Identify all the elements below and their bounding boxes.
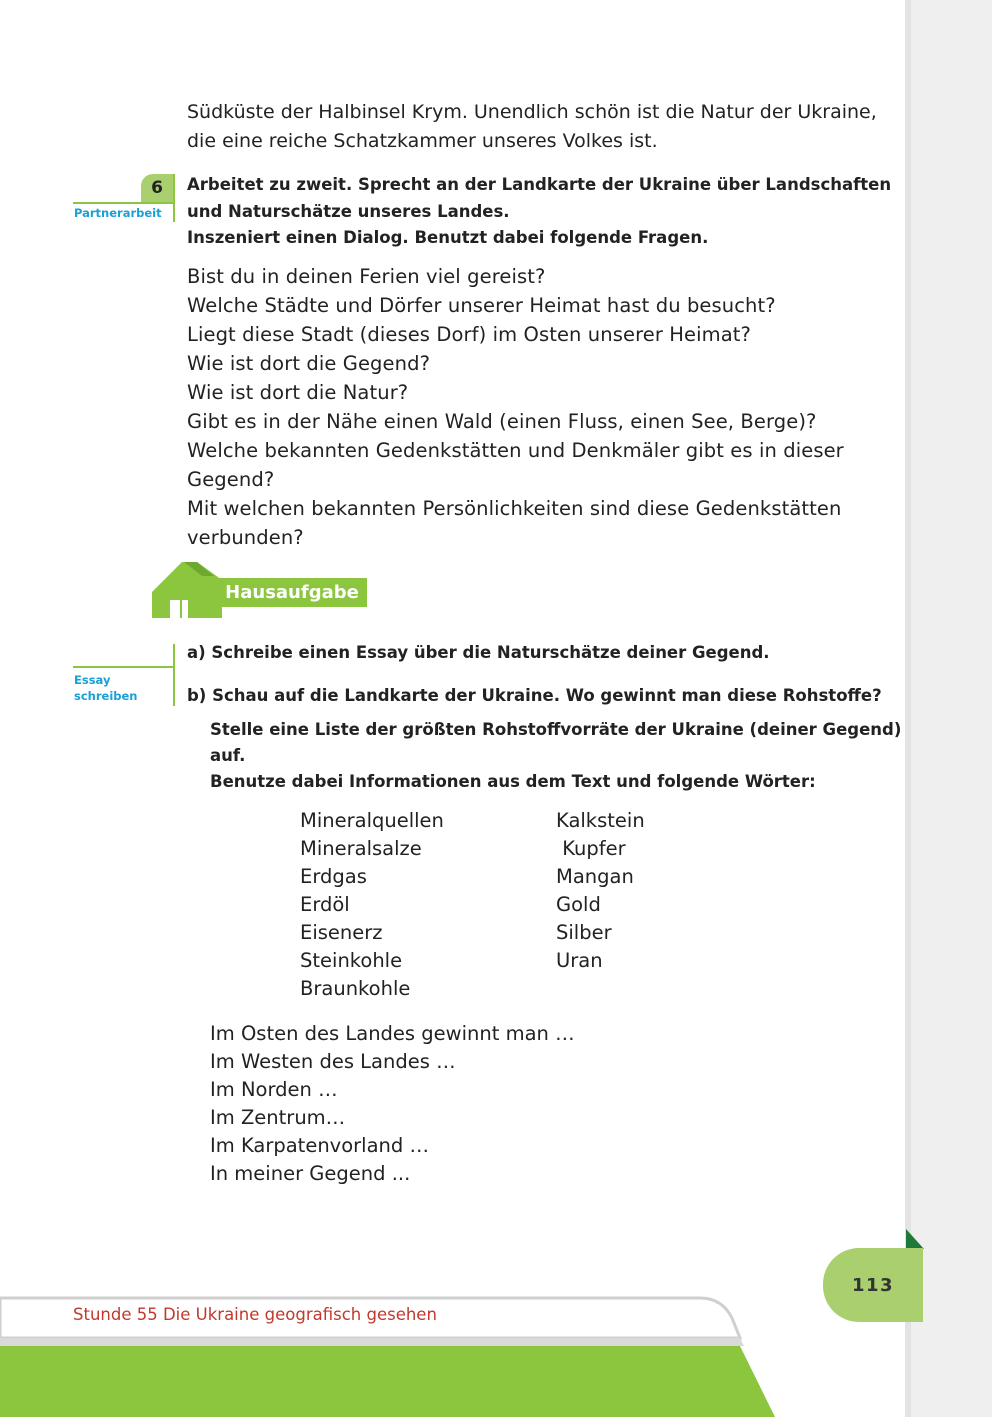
margin-rule-vertical <box>173 644 175 706</box>
intro-paragraph <box>187 98 877 156</box>
question-line: Mit welchen bekannten Persönlichkeiten sind diese Gedenkstätten <box>187 497 842 520</box>
sentence-line: Im Osten des Landes gewinnt man … <box>210 1022 575 1045</box>
sentence-line: Im Zentrum… <box>210 1106 346 1129</box>
word-list-right <box>556 807 645 975</box>
word-item: Gold <box>556 893 601 916</box>
question-line: verbunden? <box>187 526 304 549</box>
word-item: Braunkohle <box>300 977 411 1000</box>
sentence-line: In meiner Gegend ... <box>210 1162 411 1185</box>
task6-line: und Naturschätze unseres Landes. <box>187 201 510 221</box>
question-line: Liegt diese Stadt (dieses Dorf) im Osten unserer Heimat? <box>187 323 752 346</box>
homework-task-b-details <box>210 717 902 795</box>
house-icon <box>152 560 222 620</box>
question-line: Wie ist dort die Gegend? <box>187 352 431 375</box>
lesson-title: Stunde 55 Die Ukraine geografisch gesehen <box>73 1305 437 1324</box>
question-line: Welche bekannten Gedenkstätten und Denkmäler gibt es in dieser <box>187 439 844 462</box>
word-list-left <box>300 807 444 1003</box>
homework-task-a: a) Schreibe einen Essay über die Naturschätze deiner Gegend. <box>187 643 770 662</box>
task6-line: Arbeitet zu zweit. Sprecht an der Landkarte der Ukraine über Landschaften <box>187 175 892 194</box>
word-item: Mineralquellen <box>300 809 444 832</box>
side-label-essay: Essay <box>74 673 111 687</box>
side-label-schreiben: schreiben <box>74 689 138 703</box>
sentence-line: Im Karpatenvorland … <box>210 1134 429 1157</box>
word-item: Steinkohle <box>300 949 403 972</box>
word-item: Mineralsalze <box>300 837 422 860</box>
word-item: Kupfer <box>556 837 626 860</box>
task-b-line: auf. <box>210 746 246 765</box>
question-line: Wie ist dort die Natur? <box>187 381 409 404</box>
homework-title: Hausaufgabe <box>217 578 367 607</box>
word-item: Mangan <box>556 865 634 888</box>
intro-line: die eine reiche Schatzkammer unseres Volkes ist. <box>187 130 658 152</box>
question-line: Bist du in deinen Ferien viel gereist? <box>187 265 546 288</box>
task-number-badge: 6 <box>141 174 173 202</box>
question-line: Gibt es in der Nähe einen Wald (einen Fluss, einen See, Berge)? <box>187 410 817 433</box>
task-b-line: Stelle eine Liste der größten Rohstoffvorräte der Ukraine (deiner Gegend) <box>210 720 902 739</box>
sentence-line: Im Norden … <box>210 1078 338 1101</box>
word-item: Erdgas <box>300 865 367 888</box>
word-item: Kalkstein <box>556 809 645 832</box>
sentence-line: Im Westen des Landes … <box>210 1050 456 1073</box>
word-item: Eisenerz <box>300 921 383 944</box>
page-corner-fold <box>906 1229 924 1249</box>
word-item: Uran <box>556 949 603 972</box>
word-item: Silber <box>556 921 612 944</box>
question-line: Welche Städte und Dörfer unserer Heimat hast du besucht? <box>187 294 776 317</box>
intro-line: Südküste der Halbinsel Krym. Unendlich schön ist die Natur der Ukraine, <box>187 101 877 123</box>
task6-line: Inszeniert einen Dialog. Benutzt dabei folgende Fragen. <box>187 228 709 247</box>
margin-rule <box>73 202 175 204</box>
margin-rule <box>73 666 175 668</box>
sentence-starters <box>210 1020 575 1188</box>
page-number: 113 <box>823 1248 923 1322</box>
question-list <box>187 262 877 552</box>
task-b-line: Benutze dabei Informationen aus dem Text und folgende Wörter: <box>210 772 816 791</box>
page-edge-strip <box>905 0 992 1417</box>
side-label-partnerarbeit: Partnerarbeit <box>74 206 162 220</box>
margin-rule-vertical <box>173 174 175 222</box>
question-line: Gegend? <box>187 468 275 491</box>
task6-instructions <box>187 172 892 252</box>
page-edge-shadow <box>905 0 911 1417</box>
word-item: Erdöl <box>300 893 350 916</box>
homework-task-b: b) Schau auf die Landkarte der Ukraine. Wo gewinnt man diese Rohstoffe? <box>187 686 882 705</box>
